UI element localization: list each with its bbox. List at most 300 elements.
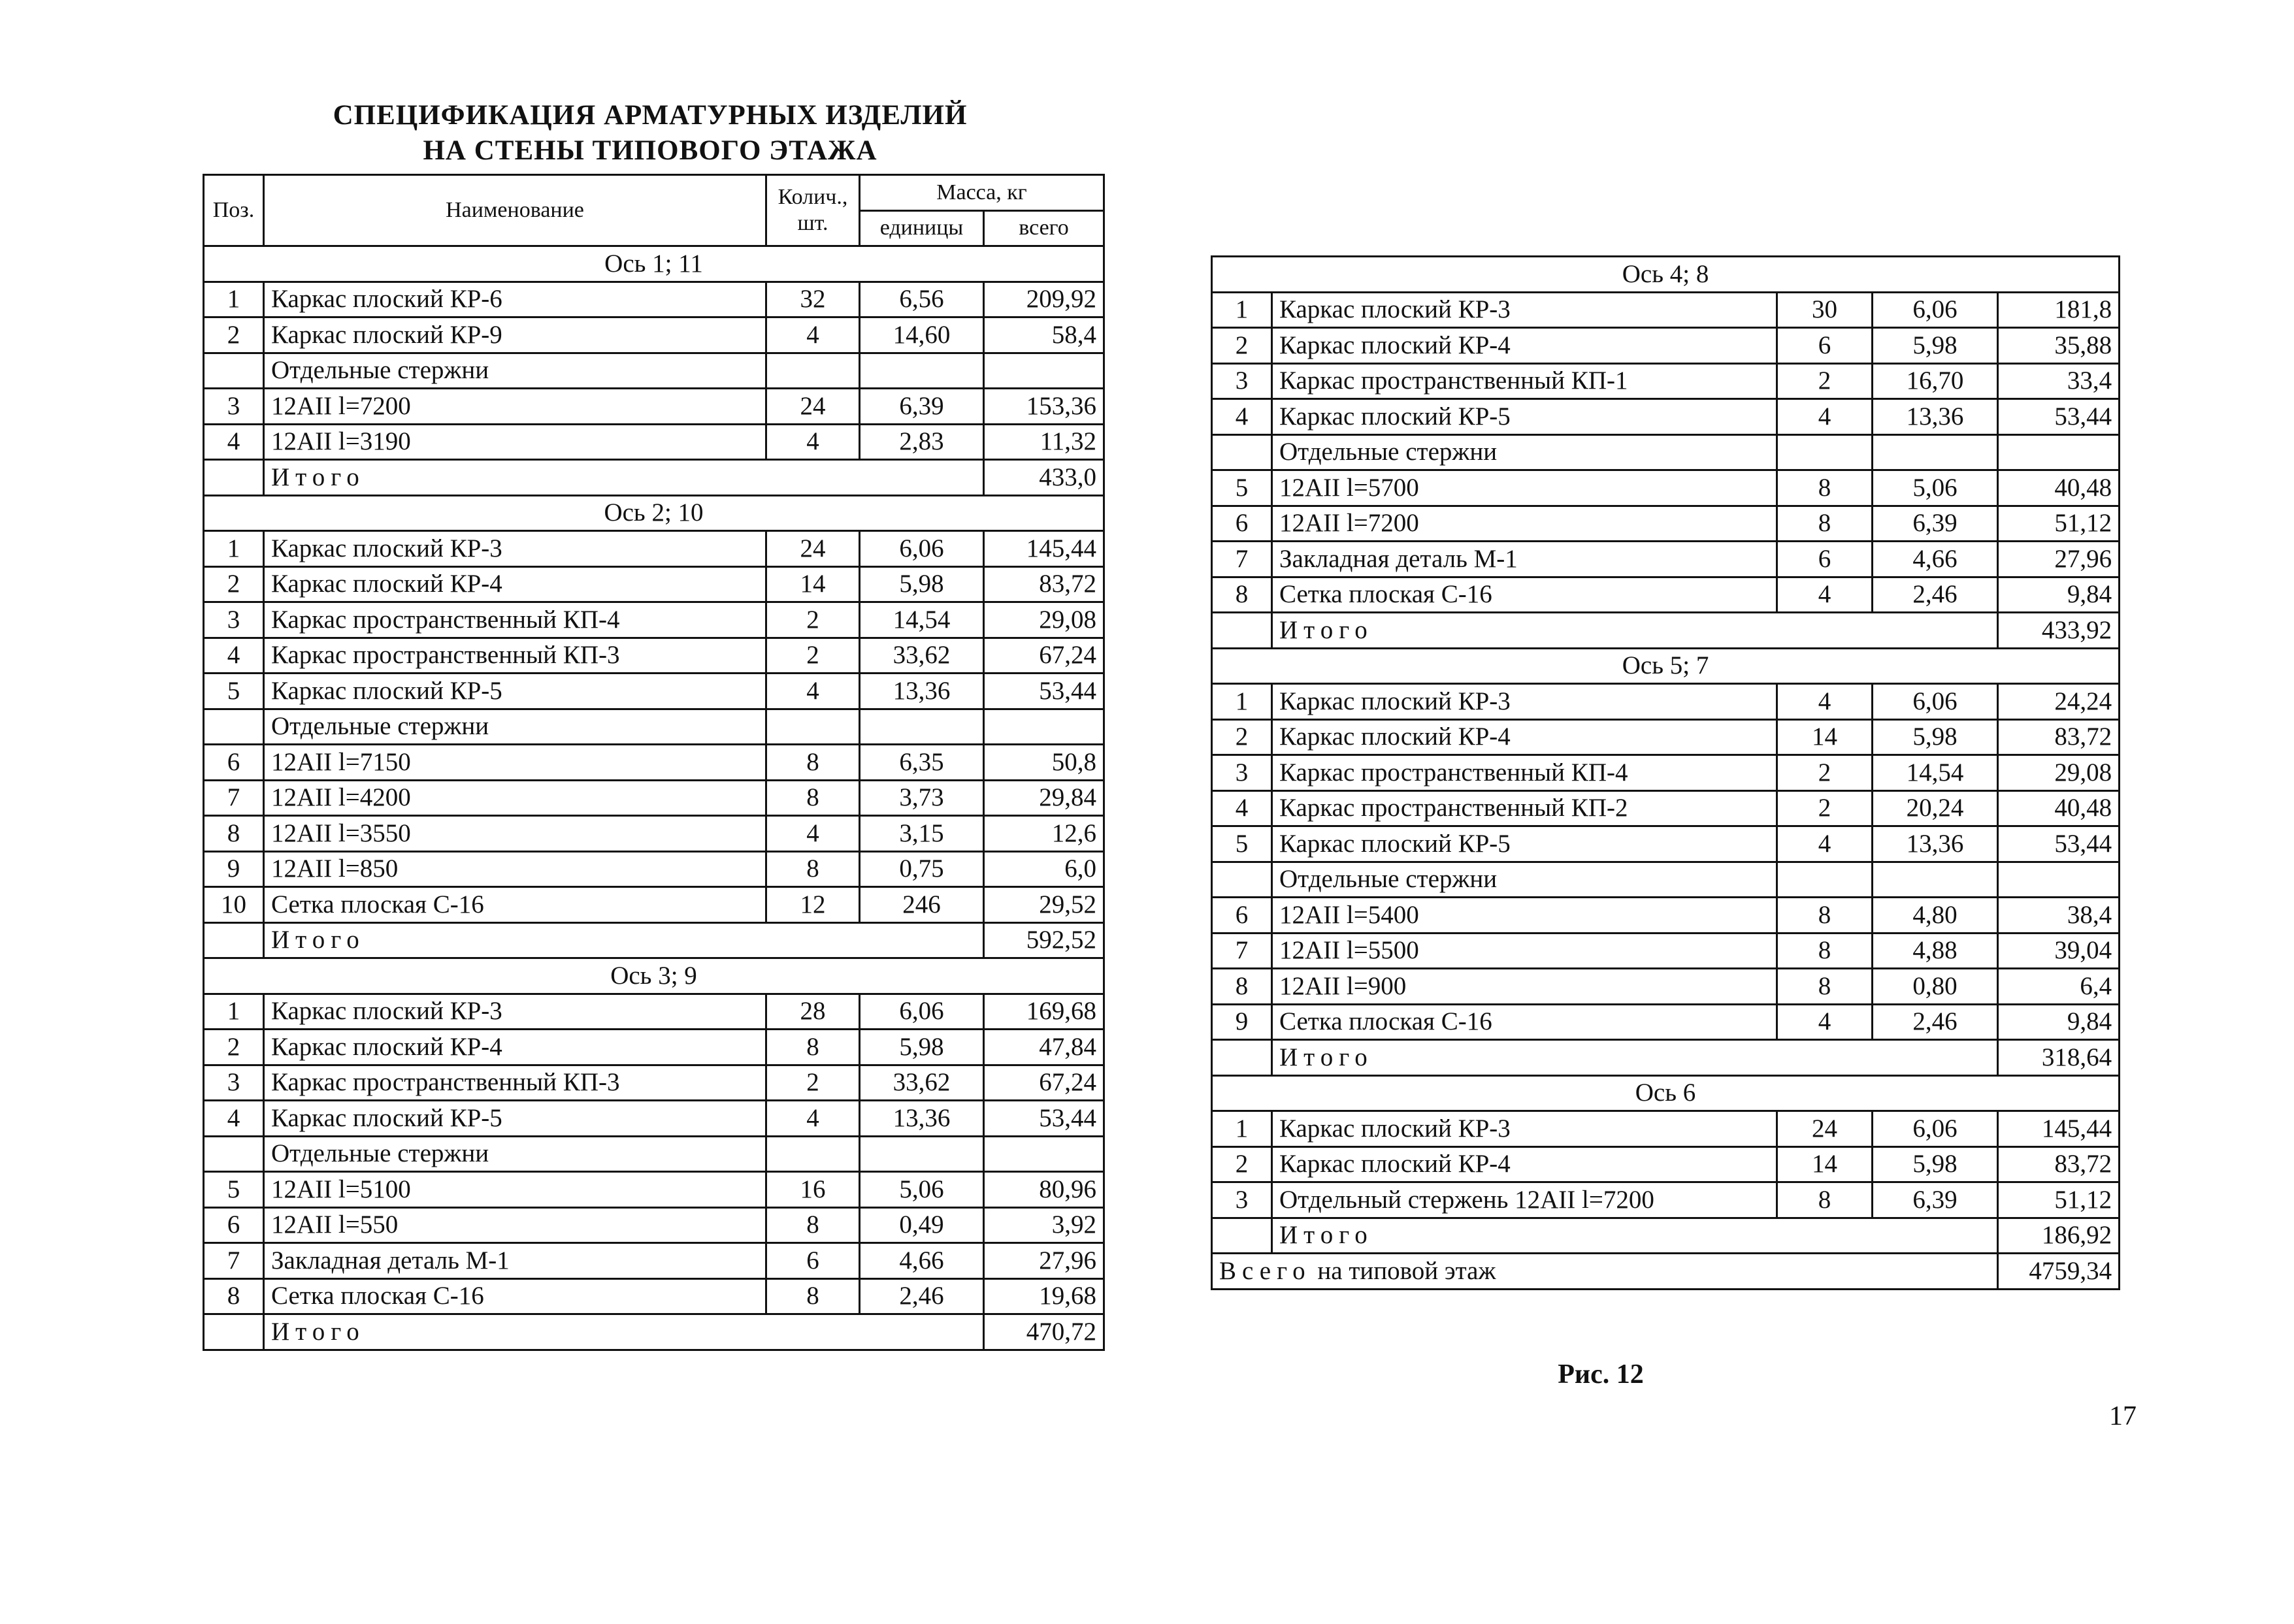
table-row — [204, 531, 1104, 567]
cell-qty: 8 — [766, 780, 860, 816]
title-line-1: СПЕЦИФИКАЦИЯ АРМАТУРНЫХ ИЗДЕЛИЙ — [333, 100, 968, 131]
cell-name: Каркас пространственный КП-3 — [264, 1065, 766, 1101]
cell-qty: 8 — [766, 1030, 860, 1065]
table-row — [1212, 719, 2120, 755]
cell-name: Каркас плоский КР-5 — [1272, 399, 1777, 435]
cell-mass-total — [984, 1136, 1104, 1172]
header-qty — [766, 175, 860, 246]
cell-name: 12AII l=5500 — [1272, 933, 1777, 969]
subtotal-row — [204, 922, 1104, 958]
cell-qty — [766, 709, 860, 745]
subtotal-value: 318,64 — [1998, 1040, 2120, 1076]
cell-mass-unit: 2,46 — [1873, 1004, 1998, 1040]
cell-name: 12AII l=4200 — [264, 780, 766, 816]
cell-name: Каркас плоский КР-4 — [264, 566, 766, 602]
table-row — [1212, 1111, 2120, 1147]
table-row — [204, 816, 1104, 852]
cell-pos — [204, 460, 264, 496]
cell-pos: 5 — [204, 1172, 264, 1208]
cell-mass-total — [984, 709, 1104, 745]
cell-mass-unit: 14,54 — [860, 602, 984, 638]
cell-mass-total: 153,36 — [984, 389, 1104, 425]
cell-pos: 7 — [1212, 933, 1272, 969]
header-name: Наименование — [264, 175, 766, 246]
cell-qty: 4 — [766, 424, 860, 460]
cell-pos — [1212, 1218, 1272, 1254]
cell-qty — [766, 1136, 860, 1172]
cell-pos: 3 — [1212, 363, 1272, 399]
table-row — [1212, 1146, 2120, 1182]
cell-mass-total: 40,48 — [1998, 790, 2120, 826]
cell-qty: 14 — [1777, 719, 1873, 755]
cell-pos: 9 — [1212, 1004, 1272, 1040]
cell-mass-total: 51,12 — [1998, 506, 2120, 542]
cell-qty: 4 — [1777, 399, 1873, 435]
table-row — [204, 389, 1104, 425]
cell-qty: 8 — [766, 851, 860, 887]
table-row — [204, 282, 1104, 317]
table-row — [204, 1172, 1104, 1208]
header-pos: Поз. — [204, 175, 264, 246]
table-row — [1212, 1004, 2120, 1040]
cell-pos: 6 — [1212, 506, 1272, 542]
cell-pos: 3 — [204, 389, 264, 425]
table-row — [204, 638, 1104, 674]
table-row — [204, 1207, 1104, 1243]
table-row — [204, 1101, 1104, 1137]
cell-qty — [766, 353, 860, 389]
cell-mass-total — [1998, 862, 2120, 898]
subheading-row — [204, 1136, 1104, 1172]
cell-name: Каркас пространственный КП-2 — [1272, 790, 1777, 826]
cell-mass-unit: 4,66 — [1873, 542, 1998, 577]
cell-mass-total: 6,4 — [1998, 969, 2120, 1005]
subtotal-value: 592,52 — [984, 922, 1104, 958]
axis-group-label: Ось 5; 7 — [1212, 648, 2120, 684]
cell-pos: 3 — [1212, 755, 1272, 791]
table-row — [1212, 542, 2120, 577]
cell-mass-total: 50,8 — [984, 745, 1104, 781]
axis-group-row — [204, 495, 1104, 531]
axis-group-label: Ось 1; 11 — [204, 246, 1104, 282]
table-row — [1212, 363, 2120, 399]
cell-name: Каркас плоский КР-3 — [264, 531, 766, 567]
cell-qty: 2 — [766, 1065, 860, 1101]
cell-mass-unit: 6,39 — [860, 389, 984, 425]
table-row — [1212, 506, 2120, 542]
cell-name: Каркас плоский КР-5 — [1272, 826, 1777, 862]
cell-name: Каркас плоский КР-3 — [1272, 684, 1777, 720]
cell-mass-total: 80,96 — [984, 1172, 1104, 1208]
cell-mass-unit: 4,66 — [860, 1243, 984, 1279]
table-row — [1212, 684, 2120, 720]
cell-subheading: Отдельные стержни — [264, 1136, 766, 1172]
cell-mass-total: 9,84 — [1998, 1004, 2120, 1040]
page-number: 17 — [2109, 1401, 2137, 1431]
cell-name: 12AII l=550 — [264, 1207, 766, 1243]
cell-name: Каркас плоский КР-3 — [1272, 1111, 1777, 1147]
cell-subheading: Отдельные стержни — [264, 709, 766, 745]
cell-qty: 8 — [1777, 933, 1873, 969]
cell-pos: 3 — [1212, 1182, 1272, 1218]
cell-mass-unit: 2,46 — [860, 1278, 984, 1314]
cell-mass-total: 29,08 — [984, 602, 1104, 638]
subtotal-row — [204, 1314, 1104, 1350]
cell-mass-total: 53,44 — [984, 1101, 1104, 1137]
cell-name: Каркас плоский КР-4 — [1272, 1146, 1777, 1182]
cell-mass-unit: 0,75 — [860, 851, 984, 887]
cell-name: Закладная деталь М-1 — [264, 1243, 766, 1279]
cell-mass-unit: 2,83 — [860, 424, 984, 460]
cell-pos: 6 — [1212, 898, 1272, 934]
subtotal-row — [1212, 1218, 2120, 1254]
cell-pos: 1 — [204, 282, 264, 317]
cell-mass-total: 47,84 — [984, 1030, 1104, 1065]
cell-mass-unit: 4,80 — [1873, 898, 1998, 934]
table-row — [1212, 933, 2120, 969]
cell-pos: 2 — [1212, 328, 1272, 364]
cell-mass-unit: 13,36 — [1873, 399, 1998, 435]
cell-name: Отдельный стержень 12AII l=7200 — [1272, 1182, 1777, 1218]
cell-qty: 4 — [766, 1101, 860, 1137]
axis-group-label: Ось 6 — [1212, 1075, 2120, 1111]
header-qty-line2: шт. — [797, 211, 828, 235]
cell-mass-total: 38,4 — [1998, 898, 2120, 934]
cell-mass-unit: 5,06 — [860, 1172, 984, 1208]
cell-mass-total: 29,84 — [984, 780, 1104, 816]
cell-mass-total: 83,72 — [1998, 719, 2120, 755]
cell-qty: 2 — [1777, 790, 1873, 826]
specification-table-right — [1211, 255, 2120, 1290]
table-row — [204, 674, 1104, 709]
cell-name: 12AII l=900 — [1272, 969, 1777, 1005]
cell-name: 12AII l=3550 — [264, 816, 766, 852]
cell-name: Каркас пространственный КП-4 — [264, 602, 766, 638]
cell-mass-unit: 6,06 — [1873, 292, 1998, 328]
cell-mass-total: 145,44 — [1998, 1111, 2120, 1147]
cell-subheading: Отдельные стержни — [1272, 862, 1777, 898]
cell-mass-unit: 33,62 — [860, 638, 984, 674]
cell-qty: 24 — [766, 531, 860, 567]
right-table-body — [1212, 257, 2120, 1290]
table-row — [1212, 755, 2120, 791]
cell-mass-total — [1998, 434, 2120, 470]
subtotal-value: 186,92 — [1998, 1218, 2120, 1254]
table-row — [204, 745, 1104, 781]
cell-pos — [1212, 434, 1272, 470]
table-row — [204, 317, 1104, 353]
cell-mass-total: 53,44 — [984, 674, 1104, 709]
cell-qty: 6 — [1777, 542, 1873, 577]
cell-pos: 8 — [204, 1278, 264, 1314]
cell-name: Сетка плоская С-16 — [1272, 1004, 1777, 1040]
cell-qty: 4 — [766, 317, 860, 353]
cell-pos: 5 — [204, 674, 264, 709]
table-row — [204, 1278, 1104, 1314]
table-row — [204, 1030, 1104, 1065]
cell-qty: 30 — [1777, 292, 1873, 328]
cell-name: 12AII l=5400 — [1272, 898, 1777, 934]
axis-group-label: Ось 2; 10 — [204, 495, 1104, 531]
axis-group-label: Ось 3; 9 — [204, 958, 1104, 994]
cell-mass-unit: 5,98 — [1873, 719, 1998, 755]
cell-qty: 8 — [1777, 969, 1873, 1005]
axis-group-row — [1212, 648, 2120, 684]
cell-qty: 16 — [766, 1172, 860, 1208]
subtotal-label: Итого — [264, 922, 984, 958]
cell-mass-unit: 13,36 — [860, 1101, 984, 1137]
cell-pos — [204, 1314, 264, 1350]
cell-name: Закладная деталь М-1 — [1272, 542, 1777, 577]
cell-pos: 8 — [204, 816, 264, 852]
table-row — [1212, 826, 2120, 862]
cell-mass-unit: 2,46 — [1873, 577, 1998, 613]
axis-group-row — [204, 958, 1104, 994]
cell-pos: 8 — [1212, 577, 1272, 613]
subtotal-label: Итого — [1272, 613, 1998, 649]
cell-pos: 6 — [204, 1207, 264, 1243]
cell-mass-unit: 6,06 — [1873, 1111, 1998, 1147]
subtotal-label: Итого — [264, 460, 984, 496]
cell-qty: 28 — [766, 994, 860, 1030]
cell-qty: 24 — [1777, 1111, 1873, 1147]
table-row — [1212, 898, 2120, 934]
left-table-body — [204, 246, 1104, 1350]
cell-pos: 1 — [1212, 684, 1272, 720]
cell-mass-unit: 5,98 — [1873, 328, 1998, 364]
cell-pos: 2 — [204, 566, 264, 602]
cell-pos: 4 — [204, 1101, 264, 1137]
cell-qty: 2 — [766, 602, 860, 638]
table-row — [1212, 470, 2120, 506]
cell-name: 12AII l=5700 — [1272, 470, 1777, 506]
cell-name: 12AII l=7150 — [264, 745, 766, 781]
cell-qty: 8 — [1777, 898, 1873, 934]
cell-pos: 9 — [204, 851, 264, 887]
cell-pos — [1212, 862, 1272, 898]
cell-mass-total: 24,24 — [1998, 684, 2120, 720]
cell-mass-total: 9,84 — [1998, 577, 2120, 613]
grand-total-value: 4759,34 — [1998, 1254, 2120, 1290]
cell-name: Каркас плоский КР-4 — [1272, 719, 1777, 755]
cell-name: Каркас плоский КР-6 — [264, 282, 766, 317]
subtotal-value: 433,0 — [984, 460, 1104, 496]
subtotal-label: Итого — [1272, 1040, 1998, 1076]
cell-name: 12AII l=3190 — [264, 424, 766, 460]
table-row — [1212, 399, 2120, 435]
cell-pos — [1212, 1040, 1272, 1076]
cell-name: Каркас плоский КР-4 — [264, 1030, 766, 1065]
cell-mass-unit: 4,88 — [1873, 933, 1998, 969]
cell-mass-total: 51,12 — [1998, 1182, 2120, 1218]
cell-qty: 14 — [1777, 1146, 1873, 1182]
subtotal-row — [1212, 1040, 2120, 1076]
subtotal-value: 433,92 — [1998, 613, 2120, 649]
cell-mass-unit: 3,73 — [860, 780, 984, 816]
title-line-2: НА СТЕНЫ ТИПОВОГО ЭТАЖА — [423, 135, 877, 166]
cell-qty: 4 — [1777, 826, 1873, 862]
subheading-row — [204, 709, 1104, 745]
cell-pos: 7 — [204, 1243, 264, 1279]
cell-qty: 2 — [1777, 363, 1873, 399]
cell-qty: 4 — [1777, 1004, 1873, 1040]
cell-mass-total: 53,44 — [1998, 399, 2120, 435]
table-row — [204, 566, 1104, 602]
cell-pos: 5 — [1212, 826, 1272, 862]
cell-qty: 8 — [766, 1207, 860, 1243]
cell-name: Каркас плоский КР-4 — [1272, 328, 1777, 364]
cell-mass-total: 169,68 — [984, 994, 1104, 1030]
cell-mass-unit — [1873, 862, 1998, 898]
cell-mass-unit: 16,70 — [1873, 363, 1998, 399]
cell-name: Каркас пространственный КП-1 — [1272, 363, 1777, 399]
cell-mass-unit: 5,98 — [860, 566, 984, 602]
cell-pos: 6 — [204, 745, 264, 781]
cell-pos — [204, 709, 264, 745]
grand-total-label-cell — [1212, 1254, 1998, 1290]
cell-qty — [1777, 434, 1873, 470]
cell-mass-total: 40,48 — [1998, 470, 2120, 506]
subtotal-value: 470,72 — [984, 1314, 1104, 1350]
cell-mass-unit: 5,06 — [1873, 470, 1998, 506]
cell-name: Каркас пространственный КП-3 — [264, 638, 766, 674]
table-row — [1212, 292, 2120, 328]
cell-mass-unit: 6,56 — [860, 282, 984, 317]
cell-pos — [1212, 613, 1272, 649]
cell-mass-unit: 6,06 — [860, 994, 984, 1030]
cell-mass-total: 181,8 — [1998, 292, 2120, 328]
cell-qty: 14 — [766, 566, 860, 602]
cell-pos: 1 — [1212, 1111, 1272, 1147]
cell-qty: 32 — [766, 282, 860, 317]
cell-qty: 24 — [766, 389, 860, 425]
cell-pos: 2 — [1212, 719, 1272, 755]
cell-qty: 8 — [1777, 1182, 1873, 1218]
cell-pos: 3 — [204, 602, 264, 638]
table-row — [204, 887, 1104, 923]
cell-qty: 2 — [766, 638, 860, 674]
cell-mass-unit: 6,35 — [860, 745, 984, 781]
cell-pos: 4 — [1212, 790, 1272, 826]
grand-total-label-rest: на типовой этаж — [1317, 1256, 1496, 1285]
cell-mass-unit: 3,15 — [860, 816, 984, 852]
cell-mass-total: 58,4 — [984, 317, 1104, 353]
cell-pos: 7 — [1212, 542, 1272, 577]
cell-qty: 4 — [766, 674, 860, 709]
cell-pos — [204, 353, 264, 389]
cell-subheading: Отдельные стержни — [1272, 434, 1777, 470]
cell-qty: 12 — [766, 887, 860, 923]
cell-mass-unit: 13,36 — [1873, 826, 1998, 862]
cell-name: Каркас плоский КР-5 — [264, 1101, 766, 1137]
cell-pos: 2 — [204, 1030, 264, 1065]
cell-pos: 5 — [1212, 470, 1272, 506]
cell-pos: 1 — [1212, 292, 1272, 328]
cell-pos: 10 — [204, 887, 264, 923]
cell-mass-total: 35,88 — [1998, 328, 2120, 364]
cell-pos: 3 — [204, 1065, 264, 1101]
cell-pos: 1 — [204, 531, 264, 567]
cell-name: 12AII l=7200 — [1272, 506, 1777, 542]
subheading-row — [1212, 434, 2120, 470]
cell-mass-unit: 6,06 — [860, 531, 984, 567]
cell-mass-unit: 5,98 — [860, 1030, 984, 1065]
subtotal-row — [1212, 613, 2120, 649]
cell-mass-total: 11,32 — [984, 424, 1104, 460]
specification-table-left — [203, 174, 1105, 1351]
header-mass-total: всего — [984, 210, 1104, 246]
axis-group-row — [204, 246, 1104, 282]
cell-name: Сетка плоская С-16 — [1272, 577, 1777, 613]
cell-qty: 4 — [1777, 684, 1873, 720]
cell-mass-total: 12,6 — [984, 816, 1104, 852]
subheading-row — [1212, 862, 2120, 898]
cell-name: Каркас плоский КР-3 — [264, 994, 766, 1030]
table-row — [204, 424, 1104, 460]
cell-qty: 8 — [1777, 470, 1873, 506]
cell-mass-unit — [860, 709, 984, 745]
cell-pos — [204, 1136, 264, 1172]
cell-mass-unit: 246 — [860, 887, 984, 923]
axis-group-row — [1212, 1075, 2120, 1111]
cell-pos: 4 — [204, 424, 264, 460]
subtotal-row — [204, 460, 1104, 496]
cell-qty — [1777, 862, 1873, 898]
axis-group-label: Ось 4; 8 — [1212, 257, 2120, 293]
cell-mass-unit — [860, 353, 984, 389]
cell-mass-unit: 14,54 — [1873, 755, 1998, 791]
subtotal-label: Итого — [1272, 1218, 1998, 1254]
header-mass: Масса, кг — [860, 175, 1104, 211]
table-row — [1212, 328, 2120, 364]
cell-mass-total: 33,4 — [1998, 363, 2120, 399]
figure-caption: Рис. 12 — [1558, 1359, 1644, 1389]
cell-name: Сетка плоская С-16 — [264, 1278, 766, 1314]
table-row — [204, 602, 1104, 638]
grand-total-row — [1212, 1254, 2120, 1290]
cell-subheading: Отдельные стержни — [264, 353, 766, 389]
table-row — [1212, 969, 2120, 1005]
cell-pos: 8 — [1212, 969, 1272, 1005]
cell-mass-total: 209,92 — [984, 282, 1104, 317]
document-title — [196, 98, 1104, 169]
cell-pos: 7 — [204, 780, 264, 816]
cell-mass-unit: 5,98 — [1873, 1146, 1998, 1182]
cell-pos: 2 — [204, 317, 264, 353]
cell-pos: 4 — [1212, 399, 1272, 435]
cell-name: 12AII l=7200 — [264, 389, 766, 425]
cell-qty: 6 — [766, 1243, 860, 1279]
cell-mass-unit: 20,24 — [1873, 790, 1998, 826]
cell-name: Сетка плоская С-16 — [264, 887, 766, 923]
cell-qty: 4 — [766, 816, 860, 852]
cell-mass-unit: 33,62 — [860, 1065, 984, 1101]
cell-name: Каркас плоский КР-9 — [264, 317, 766, 353]
header-mass-unit: единицы — [860, 210, 984, 246]
cell-qty: 8 — [766, 745, 860, 781]
table-row — [1212, 1182, 2120, 1218]
cell-mass-total: 27,96 — [1998, 542, 2120, 577]
cell-mass-unit: 0,80 — [1873, 969, 1998, 1005]
cell-mass-total: 83,72 — [984, 566, 1104, 602]
cell-mass-total: 145,44 — [984, 531, 1104, 567]
cell-mass-unit — [860, 1136, 984, 1172]
cell-mass-total: 29,52 — [984, 887, 1104, 923]
cell-mass-total: 6,0 — [984, 851, 1104, 887]
cell-name: Каркас плоский КР-5 — [264, 674, 766, 709]
cell-mass-total: 83,72 — [1998, 1146, 2120, 1182]
table-row — [1212, 577, 2120, 613]
